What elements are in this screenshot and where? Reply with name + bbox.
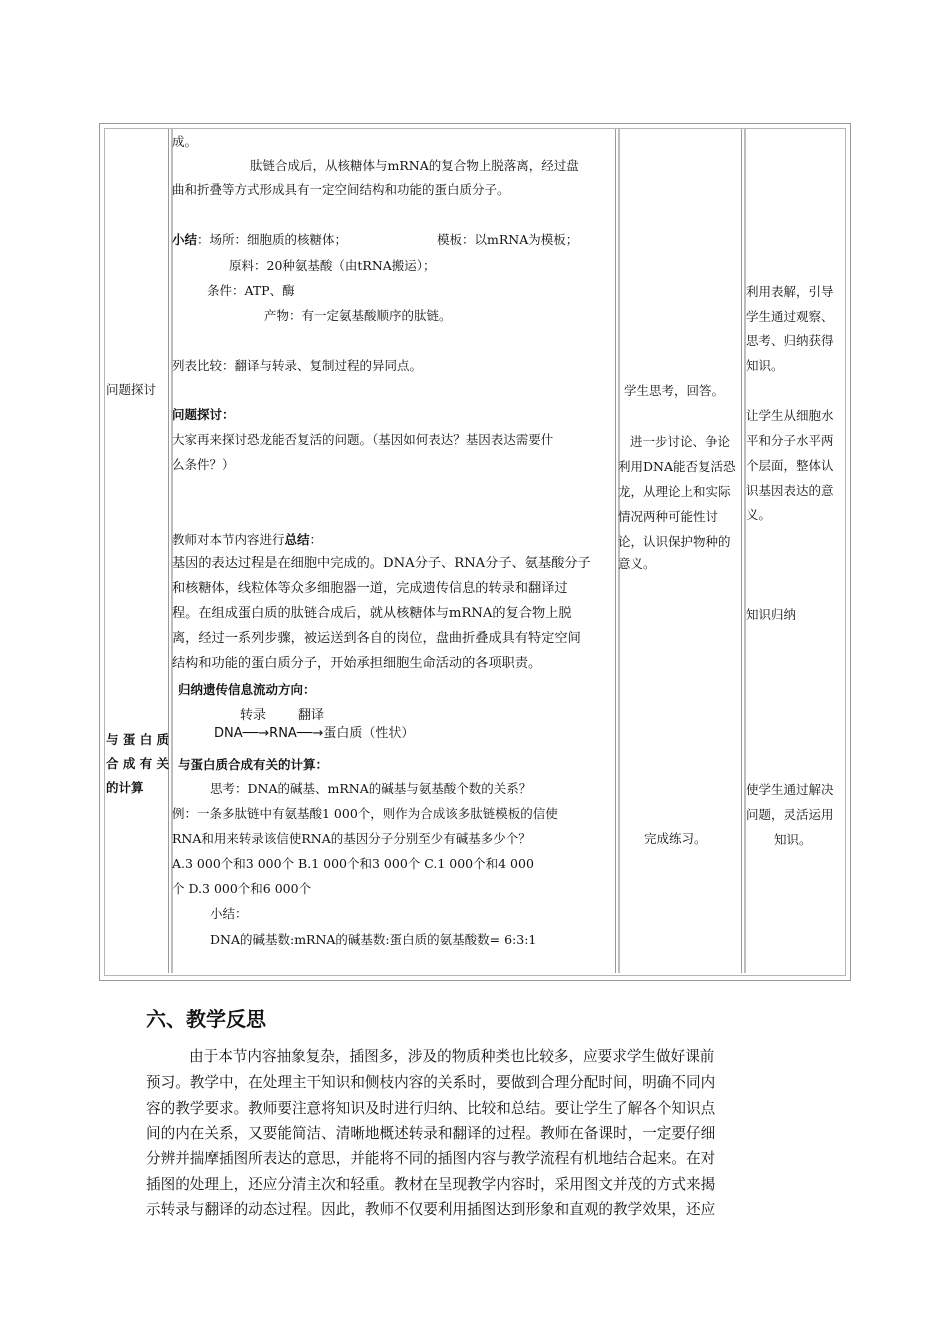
design-intent-line: 利用表解，引导 [746,284,834,299]
topic-calculation-line: 合 成 有 关 [106,756,170,771]
small-summary-label: 小结： [210,906,248,921]
column-divider [741,129,742,973]
summary-condition: 条件：ATP、酶 [207,283,295,298]
example-line: 例：一条多肽链中有氨基酸1 000个，则作为合成该多肽链模板的信使 [172,806,558,821]
student-discussion-line: 进一步讨论、争论 [630,434,731,449]
reflection-line: 预习。教学中，在处理主干知识和侧枝内容的关系时，要做到合理分配时间，明确不同内 [146,1074,716,1091]
design-intent-line: 思考、归纳获得 [746,333,834,348]
design-intent-line: 问题，灵活运用 [746,807,834,822]
calculation-label: 与蛋白质合成有关的计算： [178,757,329,772]
design-intent-line: 使学生通过解决 [746,782,834,797]
design-intent-line: 知识。 [746,358,784,373]
problem-line: 大家再来探讨恐龙能否复活的问题。（基因如何表达？基因表达需要什 [172,432,554,447]
summary-template: 模板：以mRNA为模板； [437,232,579,247]
design-intent-line: 知识归纳 [746,607,797,622]
summary-label: 小结 [172,232,198,247]
expression-line: 基因的表达过程是在细胞中完成的。DNA分子、RNA分子、氨基酸分子 [172,556,591,571]
topic-problem-discussion: 问题探讨 [106,382,157,397]
teacher-summary-suffix: ： [309,532,323,547]
design-intent-line: 识基因表达的意 [746,483,834,498]
expression-line: 结构和功能的蛋白质分子，开始承担细胞生命活动的各项职责。 [172,656,542,671]
transcription-label: 转录 [240,708,267,723]
expression-line: 程。在组成蛋白质的肽链合成后，就从核糖体与mRNA的复合物上脱 [172,606,572,621]
teacher-summary-line [172,529,322,551]
design-intent-line: 个层面，整体认 [746,458,834,473]
problem-label: 问题探讨： [172,407,235,422]
design-intent-line: 知识。 [774,832,812,847]
flow-label: 归纳遗传信息流动方向： [178,682,316,697]
summary-place: ：场所：细胞质的核糖体； [197,232,348,247]
student-discussion-line: 龙，从理论上和实际 [618,484,731,499]
student-answer: 学生思考，回答。 [624,383,725,398]
summary-product: 产物：有一定氨基酸顺序的肽链。 [264,308,452,323]
column-divider [744,129,746,973]
student-exercise: 完成练习。 [644,831,707,846]
content-line: 成。 [172,134,198,149]
summary-line [172,229,347,251]
student-discussion-line: 情况两种可能性讨 [618,509,719,524]
topic-calculation-line: 与 蛋 白 质 [106,732,170,747]
student-discussion-line: 意义。 [618,556,656,571]
example-line: RNA和用来转录该信使RNA的基因分子分别至少有碱基多少个？ [172,831,531,846]
topic-calculation-line: 的计算 [106,780,144,795]
design-intent-line: 让学生从细胞水 [746,408,834,423]
reflection-line: 分辨并揣摩插图所表达的意思，并能将不同的插图内容与教学流程有机地结合起来。在对 [146,1150,716,1167]
content-line: 曲和折叠等方式形成具有一定空间结构和功能的蛋白质分子。 [172,182,510,197]
reflection-line: 由于本节内容抽象复杂，插图多，涉及的物质种类也比较多，应要求学生做好课前 [189,1048,715,1065]
expression-line: 和核糖体，线粒体等众多细胞器一道，完成遗传信息的转录和翻译过 [172,581,568,596]
translation-label: 翻译 [298,708,325,723]
ratio-line: DNA的碱基数:mRNA的碱基数:蛋白质的氨基酸数= 6:3:1 [210,932,537,947]
problem-line: 么条件？） [172,457,235,472]
column-divider [615,129,616,973]
reflection-line: 示转录与翻译的动态过程。因此，教师不仅要利用插图达到形象和直观的教学效果，还应 [146,1201,716,1218]
section-title: 六、教学反思 [146,1007,266,1031]
design-intent-line: 义。 [746,507,772,522]
reflection-line: 间的内在关系，又要能简洁、清晰地概述转录和翻译的过程。教师在备课时，一定要仔细 [146,1125,716,1142]
column-divider [168,129,169,973]
student-discussion-line: 论，认识保护物种的 [618,534,731,549]
genetic-flow-diagram [210,704,450,744]
think-line: 思考：DNA的碱基、mRNA的碱基与氨基酸个数的关系？ [210,781,532,796]
design-intent-line: 平和分子水平两 [746,433,834,448]
flow-chain: DNA──→RNA──→蛋白质（性状） [214,726,415,741]
reflection-line: 插图的处理上，还应分清主次和轻重。教材在呈现教学内容时，采用图文并茂的方式来揭 [146,1176,716,1193]
compare-line: 列表比较：翻译与转录、复制过程的异同点。 [172,358,423,373]
example-options: 个 D.3 000个和6 000个 [172,881,312,896]
expression-line: 离，经过一系列步骤，被运送到各自的岗位，盘曲折叠成具有特定空间 [172,631,581,646]
design-intent-line: 学生通过观察、 [746,309,834,324]
teacher-summary-prefix: 教师对本节内容进行 [172,532,285,547]
content-line: 肽链合成后，从核糖体与mRNA的复合物上脱落离，经过盘 [250,158,579,173]
teacher-summary-bold: 总结 [284,532,310,547]
summary-material: 原料：20种氨基酸（由tRNA搬运）； [229,258,436,273]
example-options: A.3 000个和3 000个 B.1 000个和3 000个 C.1 000个和4 000 [172,856,534,871]
reflection-line: 容的教学要求。教师要注意将知识及时进行归纳、比较和总结。要让学生了解各个知识点 [146,1100,716,1117]
student-discussion-line: 利用DNA能否复活恐 [618,459,736,474]
